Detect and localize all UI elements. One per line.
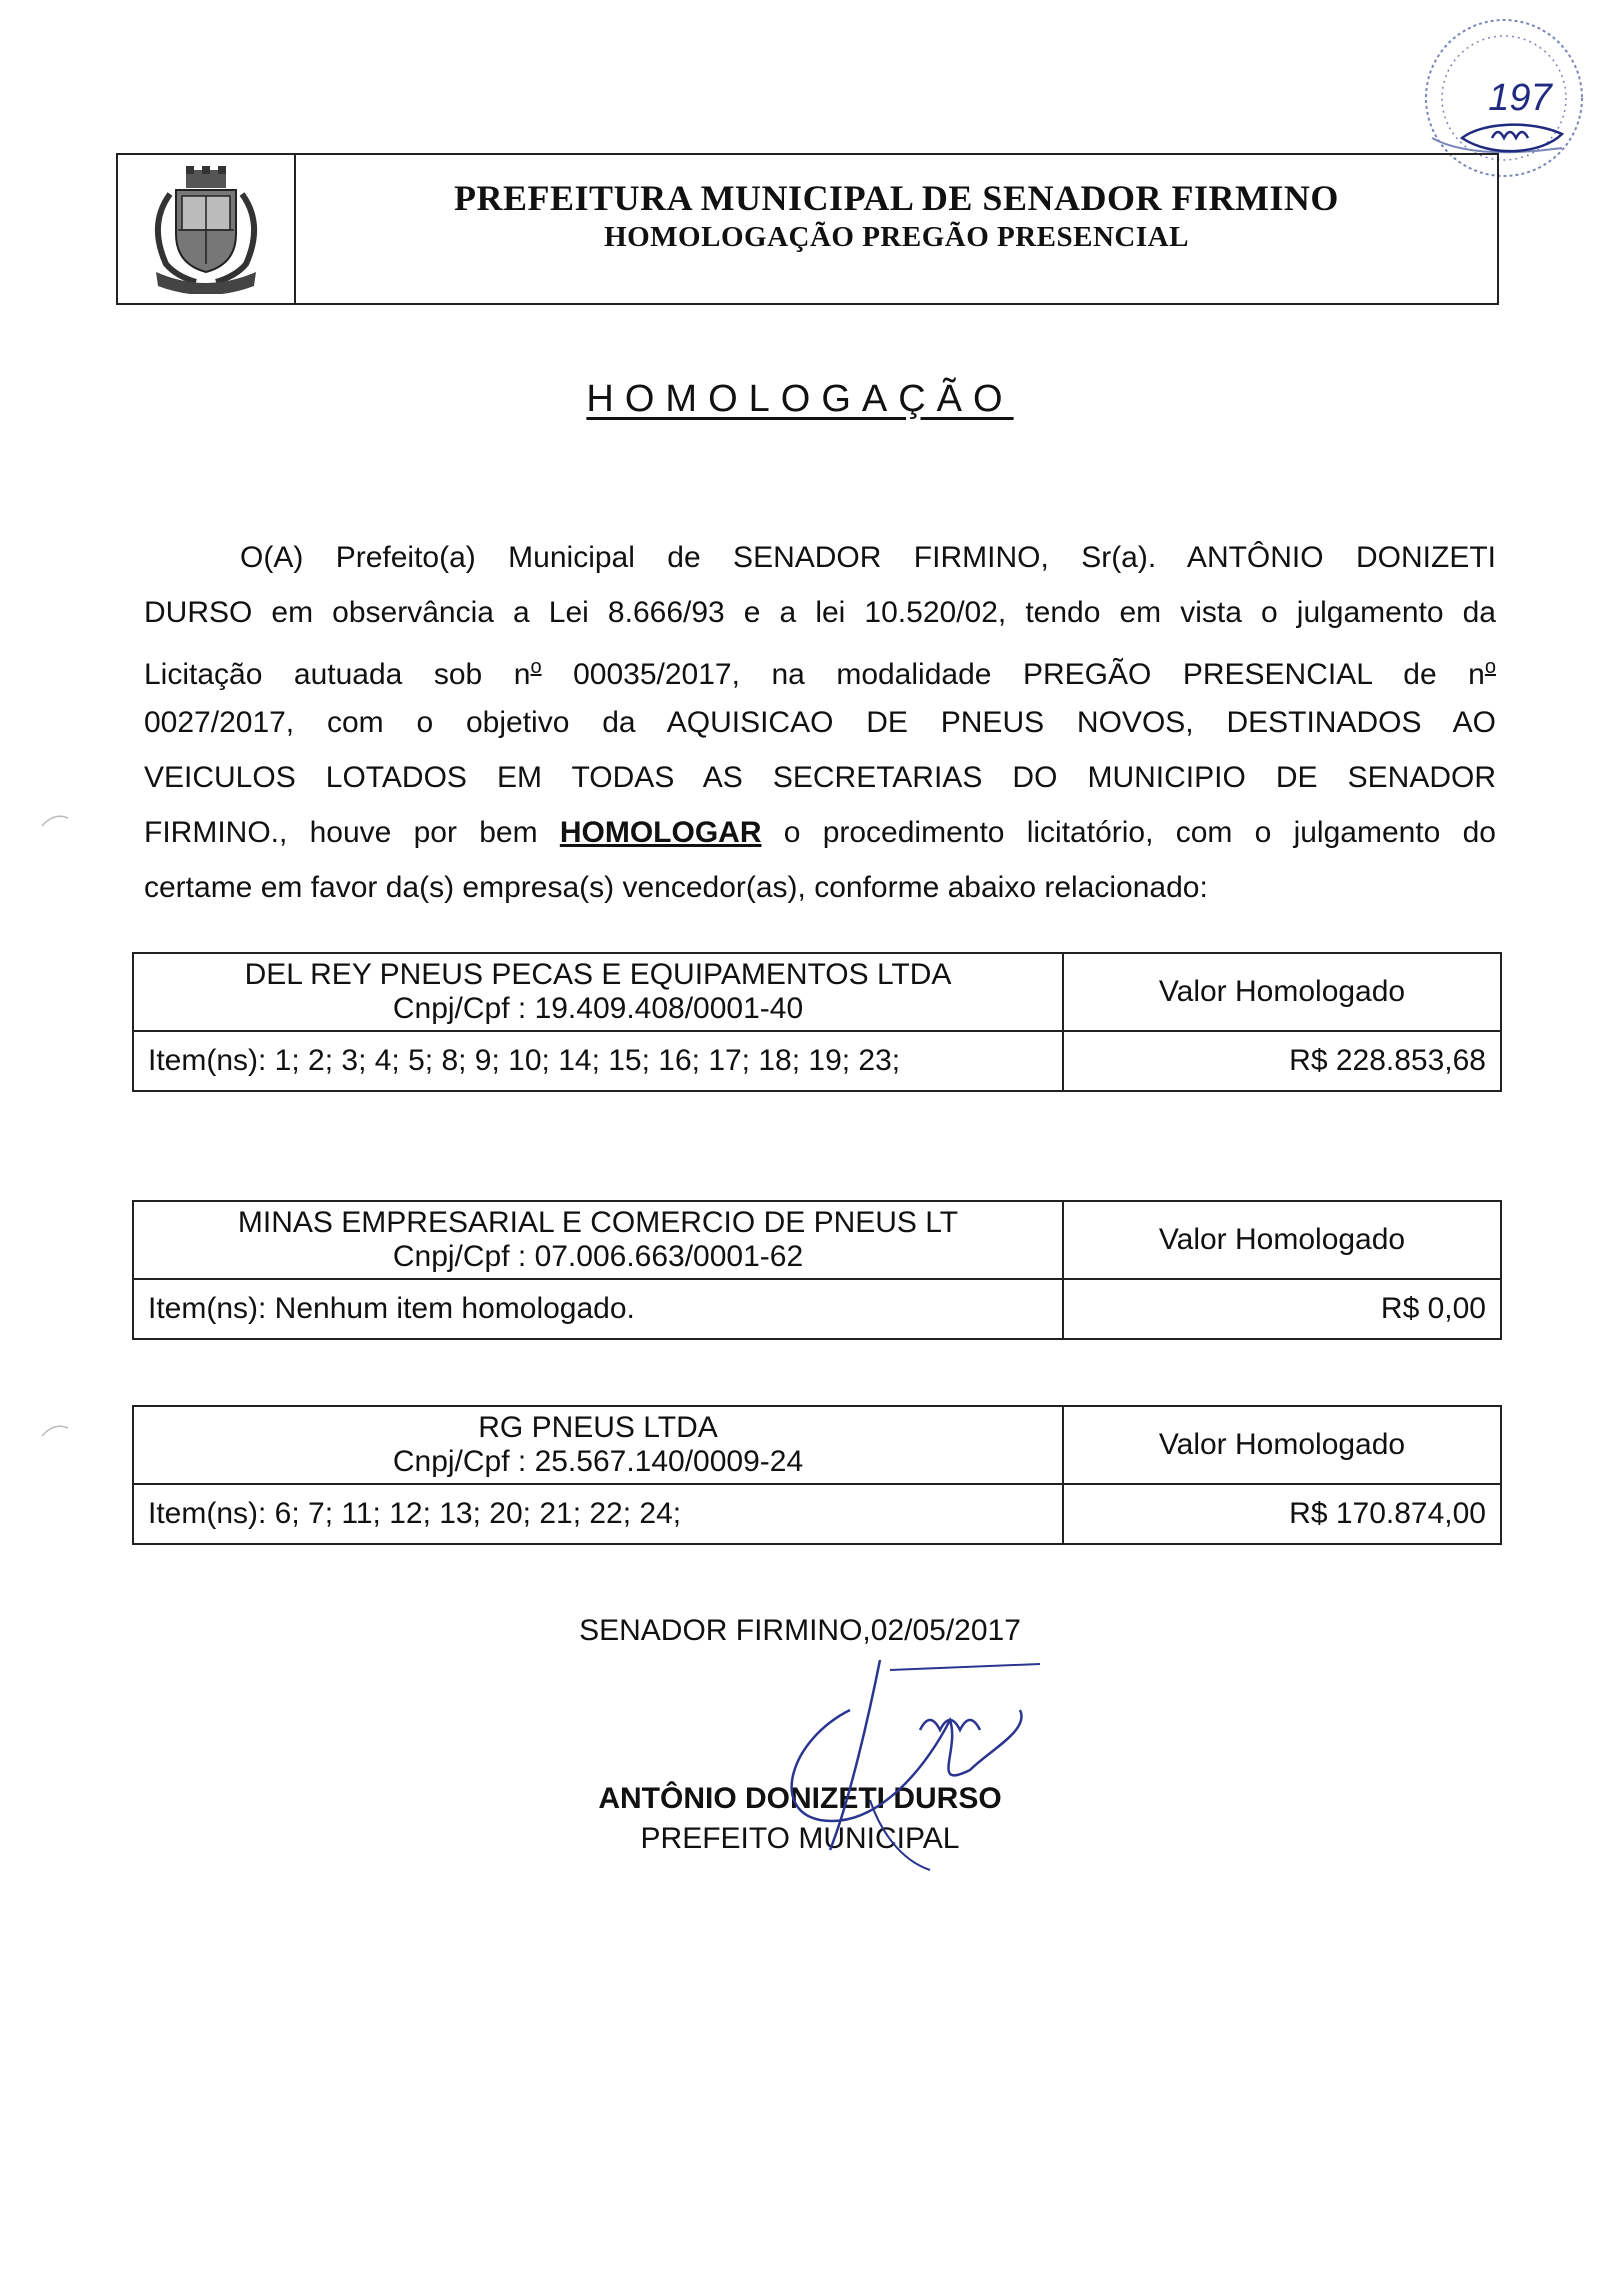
company-header-row bbox=[134, 1202, 1500, 1280]
paragraph-line: DURSO em observância a Lei 8.666/93 e a lei 10.520/02, tendo em vista o julgamento da bbox=[144, 596, 1496, 629]
company-table bbox=[132, 1200, 1502, 1340]
homologation-paragraph bbox=[144, 530, 1496, 915]
ordinal-mark: o bbox=[1484, 656, 1496, 678]
paragraph-line: certame em favor da(s) empresa(s) vencedor(as), conforme abaixo relacionado: bbox=[144, 871, 1208, 904]
company-value: R$ 170.874,00 bbox=[1289, 1497, 1486, 1530]
company-name-cell bbox=[134, 954, 1064, 1030]
company-items: Item(ns): 1; 2; 3; 4; 5; 8; 9; 10; 14; 15; 16; 17; 18; 19; 23; bbox=[134, 1032, 1064, 1090]
stamp-number: 197 bbox=[1488, 77, 1552, 119]
ordinal-mark: o bbox=[530, 656, 542, 678]
logo-cell bbox=[118, 155, 296, 303]
document-title: HOMOLOGAÇÃO bbox=[586, 378, 1014, 420]
value-label: Valor Homologado bbox=[1158, 975, 1406, 1008]
header-titles bbox=[296, 155, 1497, 303]
signer-name: ANTÔNIO DONIZETI DURSO bbox=[598, 1782, 1002, 1815]
paragraph-line: VEICULOS LOTADOS EM TODAS AS SECRETARIAS DO MUNICIPIO DE SENADOR bbox=[144, 761, 1496, 794]
company-table bbox=[132, 952, 1502, 1092]
company-header-row bbox=[134, 1407, 1500, 1485]
company-name: RG PNEUS LTDA bbox=[478, 1411, 718, 1444]
scan-artifact-icon bbox=[40, 810, 70, 830]
company-items: Item(ns): Nenhum item homologado. bbox=[134, 1280, 1064, 1338]
company-table bbox=[132, 1405, 1502, 1545]
homologar-word: HOMOLOGAR bbox=[559, 816, 762, 849]
header-title: PREFEITURA MUNICIPAL DE SENADOR FIRMINO bbox=[454, 178, 1339, 218]
paragraph-text: o procedimento licitatório, com o julgamento do bbox=[783, 816, 1496, 849]
value-label: Valor Homologado bbox=[1158, 1223, 1406, 1256]
handwritten-signature-icon bbox=[730, 1650, 1130, 1880]
company-items: Item(ns): 6; 7; 11; 12; 13; 20; 21; 22; 24; bbox=[134, 1485, 1064, 1543]
company-name: DEL REY PNEUS PECAS E EQUIPAMENTOS LTDA bbox=[244, 958, 952, 991]
paragraph-line bbox=[144, 640, 1496, 695]
company-header-row bbox=[134, 954, 1500, 1032]
municipal-coat-of-arms-icon bbox=[136, 164, 276, 294]
paragraph-line: O(A) Prefeito(a) Municipal de SENADOR FIRMINO, Sr(a). ANTÔNIO DONIZETI bbox=[240, 541, 1496, 574]
signer-role: PREFEITO MUNICIPAL bbox=[640, 1822, 960, 1855]
company-items-row bbox=[134, 1280, 1500, 1338]
paragraph-line: 0027/2017, com o objetivo da AQUISICAO DE PNEUS NOVOS, DESTINADOS AO bbox=[144, 706, 1496, 739]
company-items-row bbox=[134, 1485, 1500, 1543]
paragraph-text: 00035/2017, na modalidade PREGÃO PRESENCIAL de n bbox=[573, 658, 1485, 691]
company-name-cell bbox=[134, 1407, 1064, 1483]
company-cnpj: Cnpj/Cpf : 07.006.663/0001-62 bbox=[392, 1240, 804, 1273]
document-header bbox=[116, 153, 1499, 305]
place-date: SENADOR FIRMINO,02/05/2017 bbox=[579, 1614, 1021, 1647]
scan-artifact-icon bbox=[40, 1420, 70, 1440]
company-cnpj: Cnpj/Cpf : 25.567.140/0009-24 bbox=[392, 1445, 804, 1478]
company-value: R$ 228.853,68 bbox=[1289, 1044, 1486, 1077]
value-label: Valor Homologado bbox=[1158, 1428, 1406, 1461]
company-cnpj: Cnpj/Cpf : 19.409.408/0001-40 bbox=[392, 992, 804, 1025]
company-items-row bbox=[134, 1032, 1500, 1090]
paragraph-text: Licitação autuada sob n bbox=[144, 658, 531, 691]
header-subtitle: HOMOLOGAÇÃO PREGÃO PRESENCIAL bbox=[604, 221, 1189, 253]
paragraph-text: FIRMINO., houve por bem bbox=[144, 816, 538, 849]
paragraph-line bbox=[144, 805, 1496, 860]
company-value: R$ 0,00 bbox=[1380, 1292, 1486, 1325]
company-name-cell bbox=[134, 1202, 1064, 1278]
company-name: MINAS EMPRESARIAL E COMERCIO DE PNEUS LT bbox=[237, 1206, 959, 1239]
